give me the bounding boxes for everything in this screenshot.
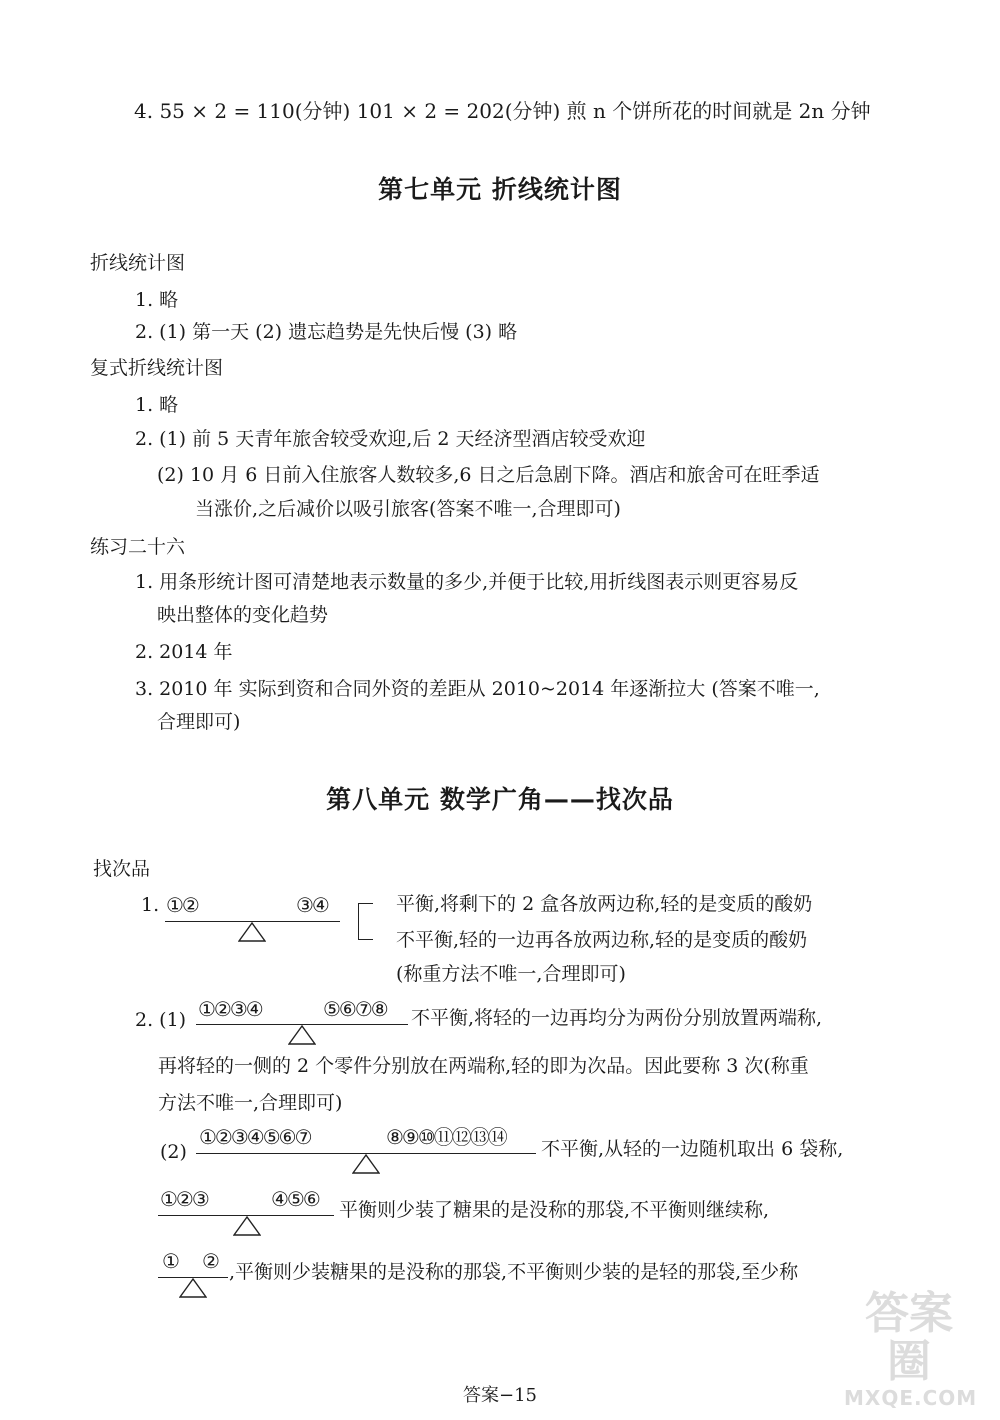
balance-left-pan: ①②③④⑤⑥⑦	[199, 1125, 311, 1149]
answer-line: (称重方法不唯一,合理即可)	[396, 963, 626, 985]
answer-line: 再将轻的一侧的 2 个零件分别放在两端称,轻的即为次品。因此要称 3 次(称重	[158, 1055, 809, 1077]
answer-line-4: 4. 55 × 2 = 110(分钟) 101 × 2 = 202(分钟) 煎 n 个饼所花的时间就是 2n 分钟	[134, 99, 871, 123]
answer-line: 平衡,将剩下的 2 盒各放两边称,轻的是变质的酸奶	[396, 893, 813, 915]
answer-line: 不平衡,轻的一边再各放两边称,轻的是变质的酸奶	[396, 929, 808, 951]
unit8-title: 第八单元 数学广角——找次品	[326, 785, 674, 814]
balance-left-pan: ①	[162, 1249, 178, 1273]
balance-left-pan: ①②	[166, 893, 198, 917]
fulcrum-triangle-icon	[179, 1278, 207, 1298]
answer-line: 2. (1) 第一天 (2) 遗忘趋势是先快后慢 (3) 略	[135, 321, 518, 343]
brace-bracket	[358, 903, 373, 940]
question-number: 1.	[141, 894, 160, 916]
balance-right-pan: ③④	[296, 893, 328, 917]
balance-left-pan: ①②③④	[198, 997, 262, 1021]
answer-line: 方法不唯一,合理即可)	[158, 1092, 343, 1114]
answer-line: 2. 2014 年	[135, 641, 233, 663]
answer-line: 1. 略	[135, 394, 179, 416]
balance-right-pan: ②	[202, 1249, 218, 1273]
fulcrum-triangle-icon	[233, 1216, 261, 1236]
answer-line: 映出整体的变化趋势	[157, 604, 329, 626]
answer-line: 平衡则少装了糖果的是没称的那袋,不平衡则继续称,	[339, 1199, 770, 1221]
answer-line: 合理即可)	[157, 711, 241, 733]
question-number: (2)	[160, 1141, 187, 1163]
fulcrum-triangle-icon	[288, 1025, 316, 1045]
answer-line: 当涨价,之后减价以吸引旅客(答案不唯一,合理即可)	[195, 498, 621, 520]
answer-line: 2. (1) 前 5 天青年旅舍较受欢迎,后 2 天经济型酒店较受欢迎	[135, 428, 646, 450]
watermark-logo	[844, 1288, 978, 1410]
answer-line: 1. 用条形统计图可清楚地表示数量的多少,并便于比较,用折线图表示则更容易反	[135, 571, 799, 593]
answer-line: 不平衡,将轻的一边再均分为两份分别放置两端称,	[411, 1007, 823, 1029]
balance-right-pan: ⑤⑥⑦⑧	[323, 997, 387, 1021]
balance-left-pan: ①②③	[160, 1187, 208, 1211]
fulcrum-triangle-icon	[352, 1154, 380, 1174]
section-heading-find-defective: 找次品	[93, 858, 151, 880]
watermark-text: 答案圈	[865, 1288, 953, 1387]
watermark-url: MXQE.COM	[844, 1386, 978, 1410]
question-number: 2. (1)	[135, 1009, 187, 1031]
answer-line: 1. 略	[135, 289, 179, 311]
answer-line: (2) 10 月 6 日前入住旅客人数较多,6 日之后急剧下降。酒店和旅舍可在旺季适	[157, 464, 820, 486]
section-heading-compound-line-chart: 复式折线统计图	[90, 357, 224, 379]
page-footer: 答案−15	[463, 1385, 537, 1406]
unit7-title: 第七单元 折线统计图	[378, 175, 622, 204]
fulcrum-triangle-icon	[238, 922, 266, 942]
answer-line: 不平衡,从轻的一边随机取出 6 袋称,	[541, 1138, 844, 1160]
section-heading-line-chart: 折线统计图	[90, 252, 186, 274]
section-heading-exercise-26: 练习二十六	[90, 536, 186, 558]
answer-line: ,平衡则少装糖果的是没称的那袋,不平衡则少装的是轻的那袋,至少称	[229, 1261, 799, 1283]
answer-line: 3. 2010 年 实际到资和合同外资的差距从 2010~2014 年逐渐拉大 (答案不唯一,	[135, 678, 820, 700]
balance-right-pan: ⑧⑨⑩⑪⑫⑬⑭	[386, 1125, 506, 1149]
balance-right-pan: ④⑤⑥	[271, 1187, 319, 1211]
